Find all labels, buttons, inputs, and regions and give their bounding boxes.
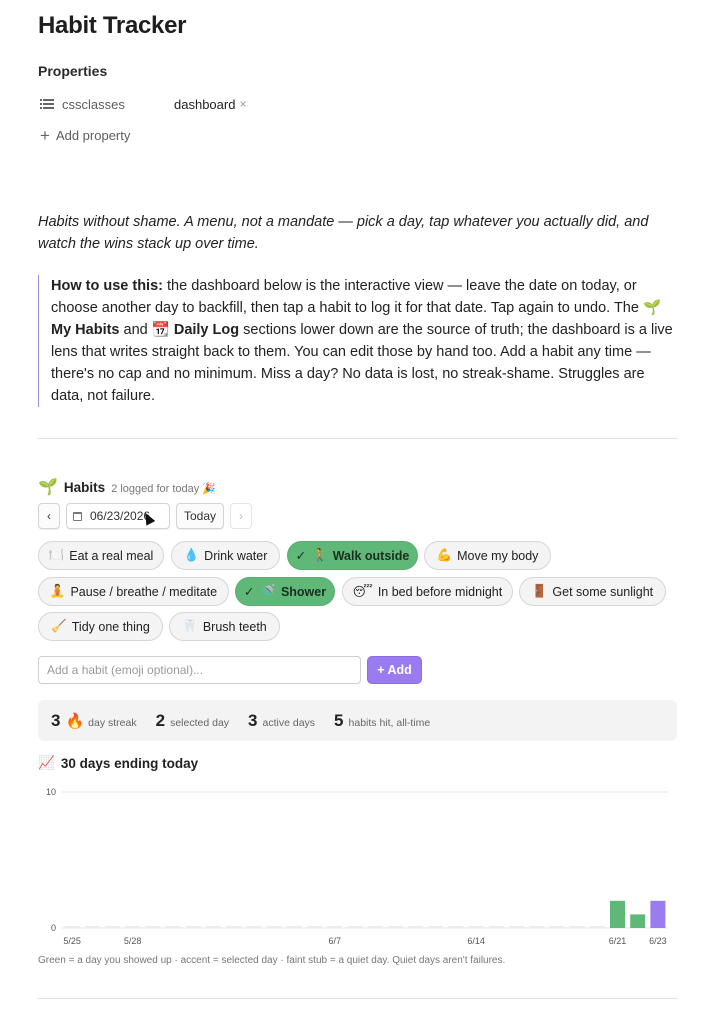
bar <box>590 926 605 928</box>
habit-label: Walk outside <box>332 548 410 563</box>
bar <box>307 926 322 928</box>
habit-label: Get some sunlight <box>552 584 654 599</box>
add-property-label: Add property <box>55 128 131 143</box>
habit-bar-chart <box>38 782 678 952</box>
bar <box>408 926 423 928</box>
bar <box>489 926 504 928</box>
stat-habits-hit <box>334 711 430 731</box>
habit-emoji-icon: 🧘 <box>49 584 66 598</box>
bar <box>650 901 665 928</box>
bar <box>368 926 383 928</box>
chart-up-icon: 📈 <box>38 755 55 770</box>
callout-lead: How to use this: <box>51 278 163 294</box>
add-property-button[interactable] <box>40 125 131 145</box>
check-icon: ✓ <box>243 585 255 599</box>
x-tick-label: 6/7 <box>328 936 341 946</box>
stats-bar <box>38 700 677 741</box>
bar <box>327 926 342 928</box>
habit-emoji-icon: 😴 <box>352 585 373 599</box>
check-icon: ✓ <box>295 549 307 563</box>
x-tick-label: 5/25 <box>63 936 81 946</box>
stat-streak <box>51 711 137 731</box>
habit-emoji-icon: 🚿 <box>260 584 276 598</box>
today-button[interactable]: Today <box>176 503 224 529</box>
stat-active-days <box>248 711 315 731</box>
divider <box>38 998 678 999</box>
habit-chip[interactable] <box>171 541 280 570</box>
bar <box>226 926 241 928</box>
y-tick-label: 0 <box>50 923 56 933</box>
bar <box>529 926 544 928</box>
how-to-callout <box>38 275 678 407</box>
habits-heading: Habits <box>63 480 106 495</box>
habit-label: Move my body <box>457 548 539 563</box>
plus-icon: + <box>40 125 50 145</box>
bar <box>610 901 625 928</box>
bar <box>65 926 80 928</box>
stat-selected-day <box>156 711 229 731</box>
property-value-tag[interactable]: dashboard <box>174 96 236 112</box>
bar <box>469 926 484 928</box>
habit-label: Eat a real meal <box>69 548 154 563</box>
stat-label: selected day <box>170 716 230 729</box>
bar <box>267 926 282 928</box>
chart-title-text: 30 days ending today <box>60 755 199 771</box>
habit-emoji-icon: 🍽️ <box>48 548 65 562</box>
habit-emoji-icon: 💪 <box>436 548 453 562</box>
stat-label: habits hit, all-time <box>348 716 431 729</box>
bar <box>85 926 100 928</box>
bar <box>448 926 463 928</box>
bar <box>388 926 403 928</box>
date-value: 06/23/2026 <box>90 509 151 523</box>
x-tick-label: 6/21 <box>608 936 627 946</box>
habit-chip[interactable] <box>38 541 164 570</box>
add-habit-row <box>38 656 422 684</box>
bar <box>428 926 443 928</box>
habit-label: Shower <box>280 584 327 599</box>
stat-label: active days <box>262 716 316 729</box>
callout-text-2: sections lower down are the source of truth; the dashboard is a live lens that writes straight back to them. You can edit those by hand too. Add a habit any time — there's no cap and no minimum. Miss a day? No data is lost, no streak-shame. Struggles are data, not failure. <box>51 322 673 404</box>
calendar-icon: 📆 <box>151 322 170 338</box>
chart-legend-note: Green = a day you showed up · accent = selected day · faint stub = a quiet day. Quiet days aren't failures. <box>38 955 506 966</box>
bar <box>570 926 585 928</box>
date-input[interactable] <box>66 503 170 529</box>
seedling-icon: 🌱 <box>38 479 58 496</box>
callout-and: and <box>119 322 152 338</box>
habit-emoji-icon: 💧 <box>183 548 200 562</box>
bar <box>347 926 362 928</box>
bar <box>145 926 160 928</box>
seedling-icon: 🌱 <box>642 300 662 316</box>
habit-chip[interactable] <box>169 612 280 641</box>
page-title: Habit Tracker <box>38 12 187 39</box>
add-habit-button[interactable]: + Add <box>367 656 422 684</box>
x-tick-label: 5/28 <box>123 936 142 946</box>
bar <box>206 926 221 928</box>
bar <box>186 926 201 928</box>
bar <box>549 926 564 928</box>
habits-header <box>38 477 216 497</box>
habit-label: Brush teeth <box>202 619 267 634</box>
stat-value: 3 <box>248 710 258 730</box>
property-key[interactable]: cssclasses <box>62 96 125 112</box>
bar <box>105 926 120 928</box>
bar <box>509 926 524 928</box>
x-tick-label: 6/23 <box>649 936 667 946</box>
habit-chip[interactable] <box>38 577 229 606</box>
bar <box>630 914 645 928</box>
divider <box>38 438 678 439</box>
habit-label: Tidy one thing <box>71 619 150 634</box>
habit-chip[interactable] <box>424 541 551 570</box>
habit-chip[interactable] <box>519 577 666 606</box>
bar <box>287 926 302 928</box>
chart-title <box>38 755 198 771</box>
next-day-button[interactable]: › <box>230 503 252 529</box>
habit-emoji-icon: 🦷 <box>182 619 198 633</box>
properties-heading: Properties <box>38 63 108 79</box>
habit-emoji-icon: 🚪 <box>531 584 548 598</box>
bar <box>246 926 261 928</box>
bar <box>125 926 140 928</box>
callout-text: the dashboard below is the interactive view — leave the date on today, or choose another day to backfill, then tap a habit to log it for that date. Tap again to undo. The <box>51 278 643 316</box>
habit-chip[interactable] <box>287 541 418 570</box>
habit-emoji-icon: 🧹 <box>51 619 67 633</box>
habit-chip[interactable] <box>342 577 513 606</box>
habit-label: In bed before midnight <box>377 584 503 599</box>
logged-count: 2 logged for today 🎉 <box>111 483 217 495</box>
fire-icon: 🔥 <box>65 712 85 730</box>
x-tick-label: 6/14 <box>467 936 485 946</box>
stat-value: 5 <box>334 710 344 730</box>
intro-text: Habits without shame. A menu, not a mandate — pick a day, tap whatever you actually did, and watch the wins stack up over time. <box>38 214 649 252</box>
property-row-cssclasses[interactable] <box>38 94 246 114</box>
prev-day-button[interactable]: ‹ <box>38 503 60 529</box>
remove-tag-icon[interactable]: × <box>239 97 247 111</box>
habit-emoji-icon: 🚶 <box>312 548 328 562</box>
habit-chip[interactable] <box>38 612 163 641</box>
calendar-icon <box>73 512 82 521</box>
habit-label: Drink water <box>204 548 268 563</box>
my-habits-link: My Habits <box>51 322 120 338</box>
stat-value: 3 <box>51 710 61 730</box>
habit-label: Pause / breathe / meditate <box>70 584 218 599</box>
stat-label: day streak <box>88 716 137 729</box>
add-habit-input[interactable] <box>38 656 361 684</box>
y-tick-label: 10 <box>45 787 56 797</box>
habit-chip[interactable] <box>235 577 335 606</box>
daily-log-link: Daily Log <box>173 322 240 338</box>
stat-value: 2 <box>155 710 166 730</box>
bar <box>166 926 181 928</box>
list-icon <box>40 98 54 110</box>
